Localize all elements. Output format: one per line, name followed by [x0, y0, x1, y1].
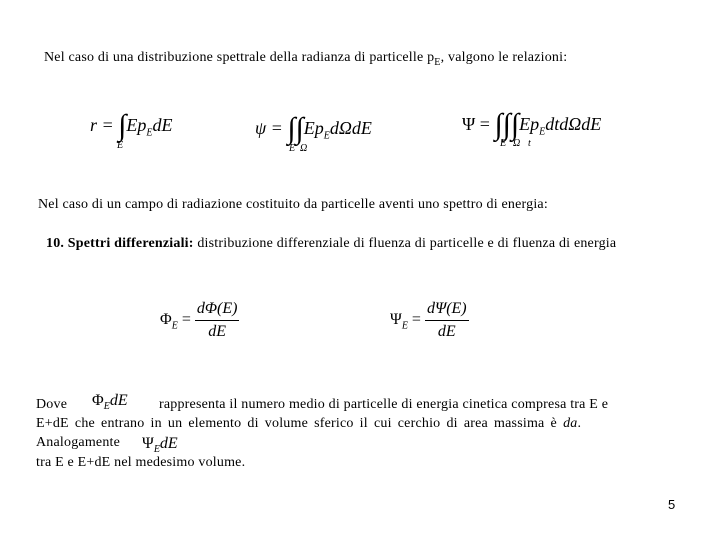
section-title: 10. Spettri differenziali:	[46, 236, 194, 251]
formula-radiance-tail: dE	[152, 115, 173, 135]
formula-diff-fluence-fraction	[195, 300, 240, 341]
formula-diff-fluence-eq: =	[181, 311, 191, 329]
paragraph-line1: rappresenta il numero medio di particelle di energia cinetica compresa tra E e	[159, 397, 609, 412]
formula-fluence-lim2: Ω	[513, 138, 521, 149]
paragraph-line4: tra E e E+dE nel medesimo volume.	[36, 455, 246, 470]
formula-fluence-tail: dtdΩdE	[545, 114, 602, 134]
intro-main: Nel caso di una distribuzione spettrale della radianza di particelle p	[44, 50, 435, 65]
section-heading	[46, 236, 616, 252]
section-description: distribuzione differenziale di fluenza di particelle e di fluenza di energia	[197, 236, 617, 251]
formula-fluence-sub: E	[539, 126, 546, 138]
formula-diff-energy-fluence-num: dΨ(E)	[425, 300, 469, 321]
formula-fluence-rate-tail: dΩdE	[329, 118, 372, 138]
paragraph-line2-italic: da	[563, 416, 578, 431]
formula-radiance-lim: E	[117, 140, 124, 151]
formula-diff-fluence-num: dΦ(E)	[195, 300, 240, 321]
formula-diff-energy-fluence	[390, 300, 469, 341]
intro-tail: , valgono le relazioni:	[440, 50, 568, 65]
formula-diff-energy-fluence-den: dE	[437, 323, 456, 340]
double-integral-sign: ∫∫	[287, 112, 304, 145]
paragraph-line2-main: E+dE che entrano in un elemento di volume sferico il cui cerchio di area massima è	[36, 416, 557, 431]
page-number: 5	[668, 497, 676, 512]
formula-fluence-rate	[255, 110, 372, 145]
formula-diff-fluence-den: dE	[208, 323, 227, 340]
paragraph-line2	[36, 416, 581, 432]
formula-radiance-sub: E	[146, 127, 153, 139]
integral-sign: ∫	[118, 109, 127, 142]
dove-symbol-tail: dE	[109, 392, 128, 409]
analog-symbol	[142, 435, 178, 455]
formula-fluence-rate-lim1: E	[289, 143, 296, 154]
intro-sub: E	[434, 56, 441, 68]
dove-symbol-sub: E	[103, 401, 110, 413]
formula-fluence-lhs: Ψ =	[462, 114, 490, 134]
formula-fluence	[462, 106, 602, 141]
formula-fluence-rate-lhs: ψ =	[255, 118, 283, 138]
analog-symbol-sub: E	[153, 444, 160, 456]
formula-diff-fluence-sub: E	[171, 320, 178, 332]
paragraph-line2-end: .	[577, 416, 582, 431]
dove-symbol-main: Φ	[92, 392, 104, 409]
formula-diff-energy-fluence-lhs: Ψ	[390, 311, 402, 329]
triple-integral-sign: ∫∫∫	[494, 108, 520, 141]
formula-fluence-lim1: E	[500, 138, 507, 149]
formula-fluence-rate-body: Ep	[303, 118, 324, 138]
intro-text	[44, 50, 567, 68]
formula-fluence-body: Ep	[519, 114, 540, 134]
formula-diff-energy-fluence-fraction	[425, 300, 469, 341]
formula-diff-fluence	[160, 300, 239, 341]
formula-radiance-lhs: r =	[90, 115, 114, 135]
formula-diff-fluence-lhs: Φ	[160, 311, 172, 329]
formula-fluence-rate-sub: E	[323, 130, 330, 142]
dove-symbol	[92, 392, 128, 412]
formula-diff-energy-fluence-eq: =	[411, 311, 421, 329]
field-text: Nel caso di un campo di radiazione costituito da particelle aventi uno spettro di energia:	[38, 197, 548, 212]
analog-symbol-tail: dE	[159, 435, 178, 452]
formula-fluence-lim3: t	[528, 138, 531, 149]
paragraph-line3: Analogamente	[36, 435, 121, 450]
analog-symbol-main: Ψ	[142, 435, 154, 452]
formula-radiance-body: Ep	[126, 115, 147, 135]
formula-fluence-rate-lim2: Ω	[300, 143, 308, 154]
paragraph-dove: Dove	[36, 397, 68, 412]
formula-radiance	[90, 107, 173, 142]
formula-diff-energy-fluence-sub: E	[401, 320, 408, 332]
